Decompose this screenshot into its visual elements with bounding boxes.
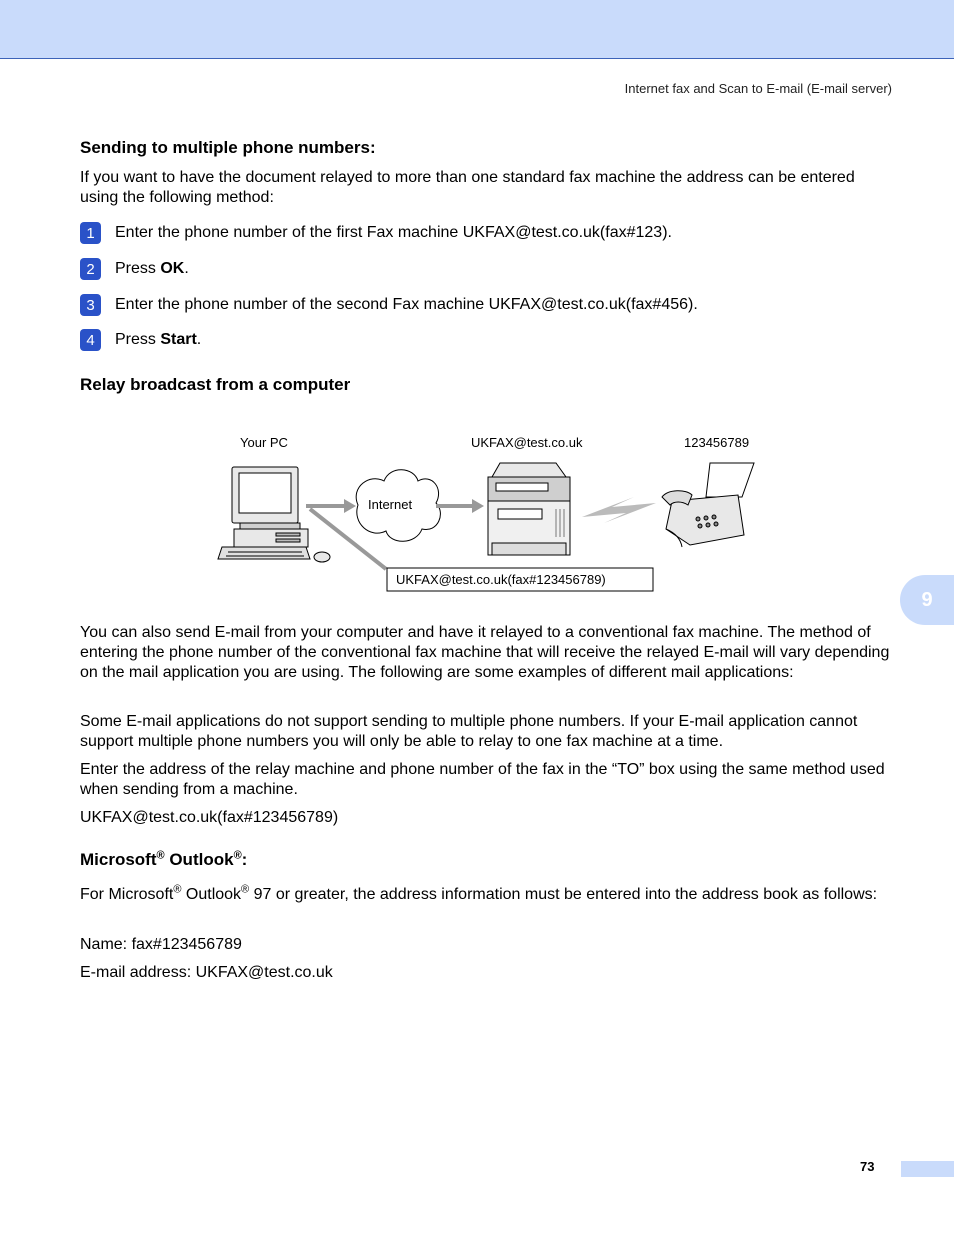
body-paragraph-3: Enter the address of the relay machine and phone number of the fax in the “TO” box using the same method used when sending from a machine. [80, 761, 885, 798]
name-line: Name: fax#123456789 [80, 936, 242, 953]
step-number-badge: 3 [80, 294, 101, 316]
body-paragraph-1: You can also send E-mail from your computer and have it relayed to a conventional fax machine. The method of entering the phone number of the conventional fax machine that will receive the relayed E-mail will vary depending on the mail application you are using. The following are some examples of different mail applications: [80, 624, 890, 681]
step-3 [80, 294, 698, 316]
section-heading-relay-broadcast: Relay broadcast from a computer [80, 375, 351, 394]
pc-label: Your PC [240, 435, 288, 450]
footer-band [901, 1161, 954, 1177]
page-number: 73 [860, 1159, 875, 1174]
step-number-badge: 1 [80, 222, 101, 244]
arrow-icon [436, 499, 484, 513]
intro-paragraph: If you want to have the document relayed to more than one standard fax machine the address can be entered using the following method: [80, 169, 855, 206]
email-line: E-mail address: UKFAX@test.co.uk [80, 964, 333, 981]
running-header: Internet fax and Scan to E-mail (E-mail server) [624, 81, 892, 96]
step-number-badge: 4 [80, 329, 101, 351]
header-band [0, 0, 954, 59]
step-text-suffix: . [196, 331, 202, 348]
cloud-label: Internet [368, 497, 413, 512]
step-text: Enter the phone number of the first Fax machine UKFAX@test.co.uk(fax#123). [115, 224, 672, 241]
section-heading-multiple-numbers: Sending to multiple phone numbers: [80, 138, 376, 157]
signal-icon [582, 497, 656, 523]
relay-broadcast-diagram [210, 425, 770, 600]
outlook-paragraph: For Microsoft® Outlook® 97 or greater, the address information must be entered into the address book as follows: [80, 883, 878, 903]
step-key-start: Start [160, 331, 197, 348]
step-number-badge: 2 [80, 258, 101, 280]
printer-icon [488, 463, 570, 555]
step-text-prefix: Press [115, 331, 161, 348]
step-text-suffix: . [184, 260, 189, 277]
step-text: Enter the phone number of the second Fax machine UKFAX@test.co.uk(fax#456). [115, 296, 698, 313]
body-paragraph-4: UKFAX@test.co.uk(fax#123456789) [80, 809, 339, 826]
chapter-tab: 9 [900, 575, 954, 625]
step-2 [80, 258, 189, 280]
section-heading-outlook: Microsoft® Outlook®: [80, 849, 248, 869]
diagram-svg [210, 425, 770, 600]
cloud-icon [356, 470, 440, 542]
body-paragraph-2: Some E-mail applications do not support sending to multiple phone numbers. If your E-mail application cannot support multiple phone numbers you will only be able to relay to one fax machine at a time. [80, 713, 858, 750]
step-text-prefix: Press [115, 260, 161, 277]
relay-label: UKFAX@test.co.uk [471, 435, 583, 450]
fax-label: 123456789 [684, 435, 750, 450]
fax-machine-icon [662, 463, 754, 547]
step-4 [80, 329, 201, 351]
computer-icon [218, 467, 330, 562]
step-1 [80, 222, 672, 244]
address-box-label: UKFAX@test.co.uk(fax#123456789) [396, 572, 606, 587]
step-key-ok: OK [160, 260, 185, 277]
